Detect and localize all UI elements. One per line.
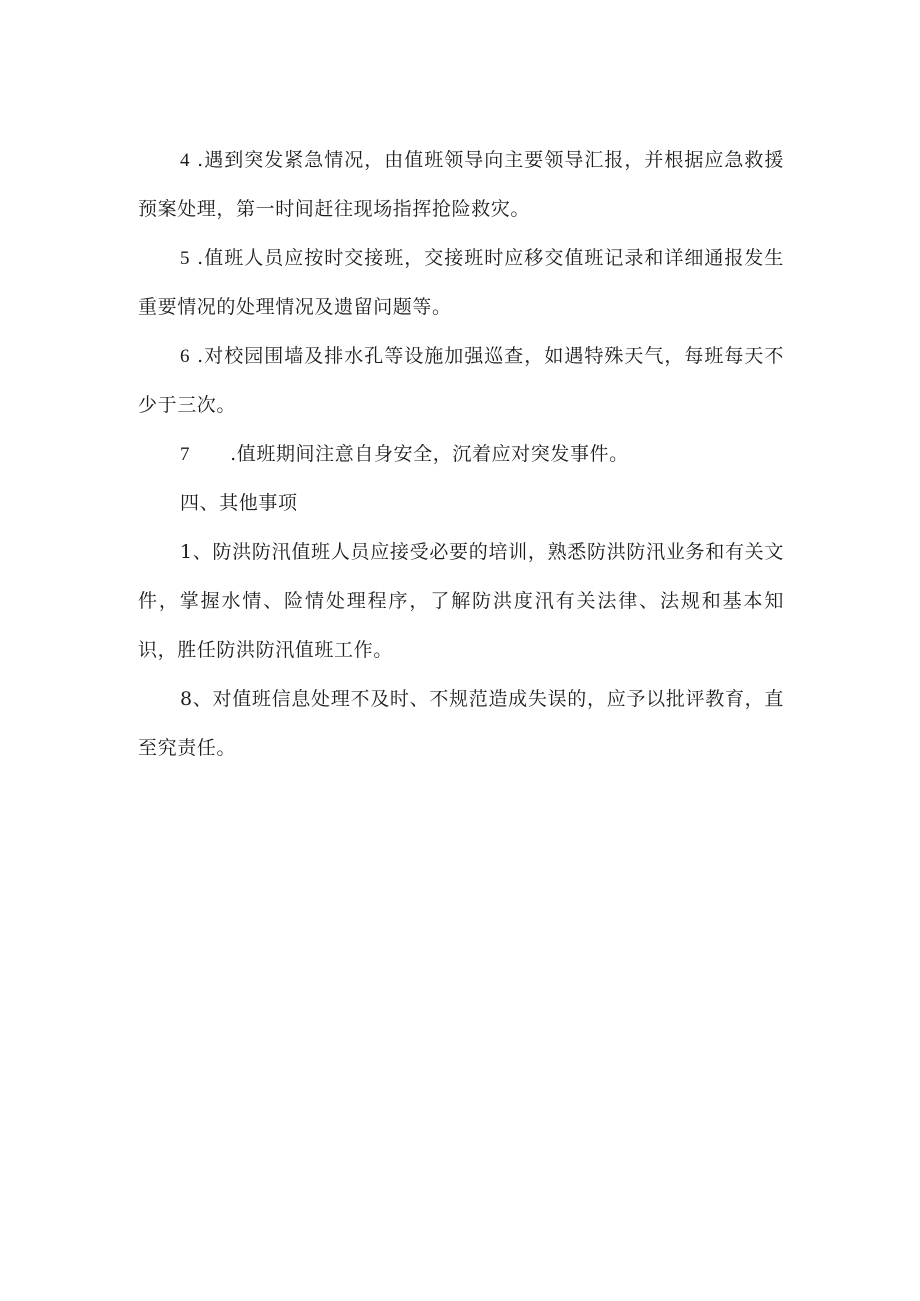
item-number: 6	[180, 346, 191, 367]
item-text: .值班人员应按时交接班，交接班时应移交值班记录和详细通报发生重要情况的处理情况及遗留问题等。	[138, 247, 784, 318]
item-number: 5	[180, 248, 191, 269]
list-item-7	[138, 430, 784, 479]
item-text: .对校园围墙及排水孔等设施加强巡查，如遇特殊天气，每班每天不少于三次。	[138, 345, 784, 416]
item-number: 7	[180, 444, 191, 465]
item-number: 4	[180, 150, 191, 171]
list-item-6	[138, 332, 784, 430]
list-item-4	[138, 136, 784, 234]
list-item-5	[138, 234, 784, 332]
section-item-1: 1、防洪防汛值班人员应接受必要的培训，熟悉防洪防汛业务和有关文件，掌握水情、险情处理程序，了解防洪度汛有关法律、法规和基本知识，胜任防洪防汛值班工作。	[138, 541, 784, 661]
item-text: .遇到突发紧急情况，由值班领导向主要领导汇报，并根据应急救援预案处理，第一时间赶往现场指挥抢险救灾。	[138, 149, 784, 220]
section-item-8: 8、对值班信息处理不及时、不规范造成失误的，应予以批评教育，直至究责任。	[138, 688, 784, 759]
section-heading: 四、其他事项	[180, 492, 298, 514]
item-text: .值班期间注意自身安全，沉着应对突发事件。	[230, 443, 629, 465]
document-body	[138, 136, 784, 773]
